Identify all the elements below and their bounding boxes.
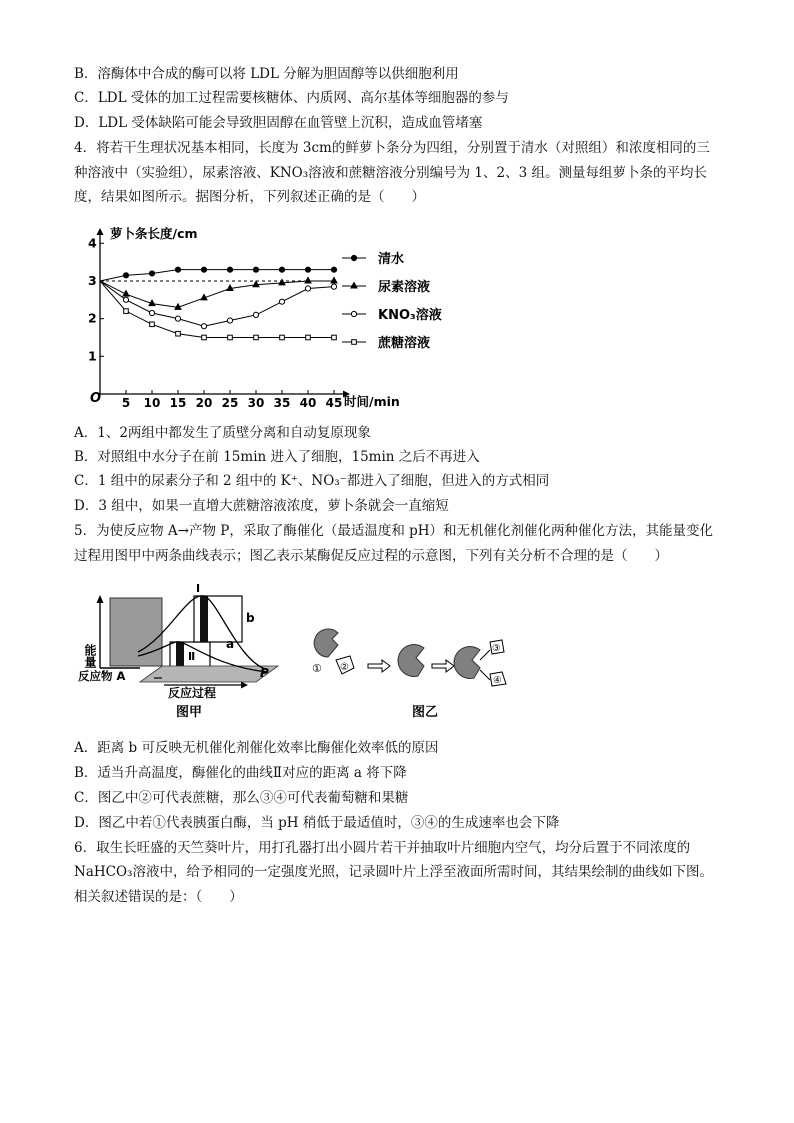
q4-stem-line-2: 种溶液中（实验组），尿素溶液、KNO₃溶液和蔗糖溶液分别编号为 1、2、3 组。测量每组萝卜条的平均长 xyxy=(74,165,707,181)
data-point-s1 xyxy=(279,279,285,285)
reactant-block xyxy=(110,598,162,666)
x-tick-label: 20 xyxy=(195,396,213,410)
data-point-s2 xyxy=(279,299,284,304)
enzyme-shape-3 xyxy=(454,647,480,679)
arrow-1 xyxy=(368,660,390,672)
q5-stem-line-1: 5．为使反应物 A→产物 P，采取了酶催化（最适温度和 pH）和无机催化剂催化两种催化方法，其能量变化 xyxy=(74,523,714,539)
y-tick-label: 1 xyxy=(88,348,97,364)
q4-stem-line-3: 度，结果如图所示。据图分析，下列叙述正确的是（ ） xyxy=(74,189,425,205)
data-point-s3 xyxy=(280,335,285,340)
jia-xlabel: 反应过程 xyxy=(168,686,217,700)
x-tick-label: 30 xyxy=(247,396,265,410)
data-point-s0 xyxy=(279,267,284,272)
data-point-s2 xyxy=(331,284,336,289)
enzyme-figures xyxy=(78,582,508,722)
data-point-s3 xyxy=(176,331,181,336)
chart-ylabel: 萝卜条长度/cm xyxy=(110,226,198,241)
data-point-s2 xyxy=(227,318,232,323)
q4-option-a: A．1、2两组中都发生了质壁分离和自动复原现象 xyxy=(74,425,371,441)
data-point-s2 xyxy=(253,312,258,317)
q3-option-c: C．LDL 受体的加工过程需要核糖体、内质网、高尔基体等细胞器的参与 xyxy=(74,90,509,106)
legend-label-2: KNO₃溶液 xyxy=(378,308,442,323)
legend-label-1: 尿素溶液 xyxy=(378,280,431,295)
x-tick-label: 25 xyxy=(221,396,239,410)
data-point-s3 xyxy=(332,335,337,340)
jia-ylabel: 能量 xyxy=(83,644,97,668)
data-point-s3 xyxy=(228,335,233,340)
figure-jia xyxy=(78,582,278,720)
data-point-s3 xyxy=(124,309,129,314)
series-line-0 xyxy=(100,270,334,281)
q5-option-b: B．适当升高温度，酶催化的曲线Ⅱ对应的距离 a 将下降 xyxy=(74,765,407,781)
data-point-s3 xyxy=(150,322,155,327)
reactant-label: 反应物 A xyxy=(78,669,126,683)
data-point-s0 xyxy=(201,267,206,272)
label-1: ① xyxy=(312,662,322,675)
q5-option-c: C．图乙中②可代表蔗糖，那么③④可代表葡萄糖和果糖 xyxy=(74,790,409,806)
data-point-s2 xyxy=(305,286,310,291)
radish-length-chart xyxy=(86,218,442,414)
data-point-s1 xyxy=(331,277,337,283)
chart-xlabel: 时间/min xyxy=(344,394,400,409)
data-point-s3 xyxy=(202,335,207,340)
x-tick-label: 5 xyxy=(121,396,131,410)
data-point-s0 xyxy=(175,267,180,272)
x-tick-label: 45 xyxy=(325,396,343,410)
label-2: ② xyxy=(340,662,349,673)
data-point-s0 xyxy=(227,267,232,272)
q3-option-b: B．溶酶体中合成的酶可以将 LDL 分解为胆固醇等以供细胞利用 xyxy=(74,66,459,82)
enzyme-shape-1 xyxy=(314,629,338,657)
chart-axes xyxy=(97,228,351,398)
figure-yi xyxy=(312,629,506,720)
dist-a-label: a xyxy=(226,637,235,651)
x-tick-label: 35 xyxy=(273,396,291,410)
curve-ii-label: Ⅱ xyxy=(188,650,196,663)
data-point-s2 xyxy=(123,297,128,302)
data-point-s3 xyxy=(254,335,259,340)
legend-marker-0 xyxy=(351,255,356,260)
x-tick-label: 15 xyxy=(169,396,187,410)
legend-marker-3 xyxy=(352,340,357,345)
data-point-s3 xyxy=(306,335,311,340)
jia-caption: 图甲 xyxy=(176,705,203,720)
q5-option-a: A．距离 b 可反映无机催化剂催化效率比酶催化效率低的原因 xyxy=(74,740,439,756)
q6-stem-line-3: 相关叙述错误的是：（ ） xyxy=(74,889,243,905)
series-line-3 xyxy=(100,281,334,338)
data-point-s0 xyxy=(253,267,258,272)
dist-b-label: b xyxy=(246,611,255,625)
data-point-s1 xyxy=(305,277,311,283)
q4-option-b: B．对照组中水分子在前 15min 进入了细胞，15min 之后不再进入 xyxy=(74,449,480,465)
series-line-2 xyxy=(100,281,334,326)
product-label: P xyxy=(260,666,269,680)
data-point-s2 xyxy=(201,324,206,329)
legend-label-3: 蔗糖溶液 xyxy=(378,336,431,351)
data-point-s0 xyxy=(331,267,336,272)
q3-option-d: D．LDL 受体缺陷可能会导致胆固醇在血管壁上沉积，造成血管堵塞 xyxy=(74,115,483,131)
q5-stem-line-2: 过程用图甲中两条曲线表示；图乙表示某酶促反应过程的示意图，下列有关分析不合理的是（ ） xyxy=(74,548,668,564)
q4-stem-line-1: 4．将若干生理状况基本相同，长度为 3cm的鲜萝卜条分为四组，分别置于清水（对照组）和浓度相同的三 xyxy=(74,140,710,156)
data-point-s2 xyxy=(149,310,154,315)
x-tick-label: 40 xyxy=(299,396,317,410)
chart-origin: O xyxy=(90,391,102,406)
curve-i-label: Ⅰ xyxy=(196,582,201,595)
data-point-s2 xyxy=(175,316,180,321)
y-tick-label: 2 xyxy=(88,310,97,326)
legend-label-0: 清水 xyxy=(378,252,405,267)
label-3: ③ xyxy=(492,643,501,654)
q4-option-c: C．1 组中的尿素分子和 2 组中的 K⁺、NO₃⁻都进入了细胞，但进入的方式相同 xyxy=(74,473,550,489)
x-tick-label: 10 xyxy=(143,396,161,410)
arrow-2 xyxy=(432,660,454,672)
data-point-s1 xyxy=(253,281,259,287)
data-point-s0 xyxy=(123,273,128,278)
legend-marker-2 xyxy=(351,311,356,316)
enzyme-shape-2 xyxy=(398,645,424,677)
data-point-s0 xyxy=(305,267,310,272)
legend-marker-1 xyxy=(351,283,357,289)
q4-option-d: D．3 组中，如果一直增大蔗糖溶液浓度，萝卜条就会一直缩短 xyxy=(74,498,449,514)
q5-option-d: D．图乙中若①代表胰蛋白酶，当 pH 稍低于最适值时，③④的生成速率也会下降 xyxy=(74,815,560,831)
yi-caption: 图乙 xyxy=(412,705,439,720)
data-point-s0 xyxy=(149,271,154,276)
y-tick-label: 4 xyxy=(88,235,97,251)
series-line-1 xyxy=(100,281,334,307)
y-tick-label: 3 xyxy=(88,272,97,288)
label-4: ④ xyxy=(493,675,502,686)
q6-stem-line-2: NaHCO₃溶液中，给予相同的一定强度光照，记录圆叶片上浮至液面所需时间，其结果绘制的曲线如下图。 xyxy=(74,864,713,880)
q6-stem-line-1: 6．取生长旺盛的天竺葵叶片，用打孔器打出小圆片若干并抽取叶片细胞内空气，均分后置于不同浓度的 xyxy=(74,840,691,856)
